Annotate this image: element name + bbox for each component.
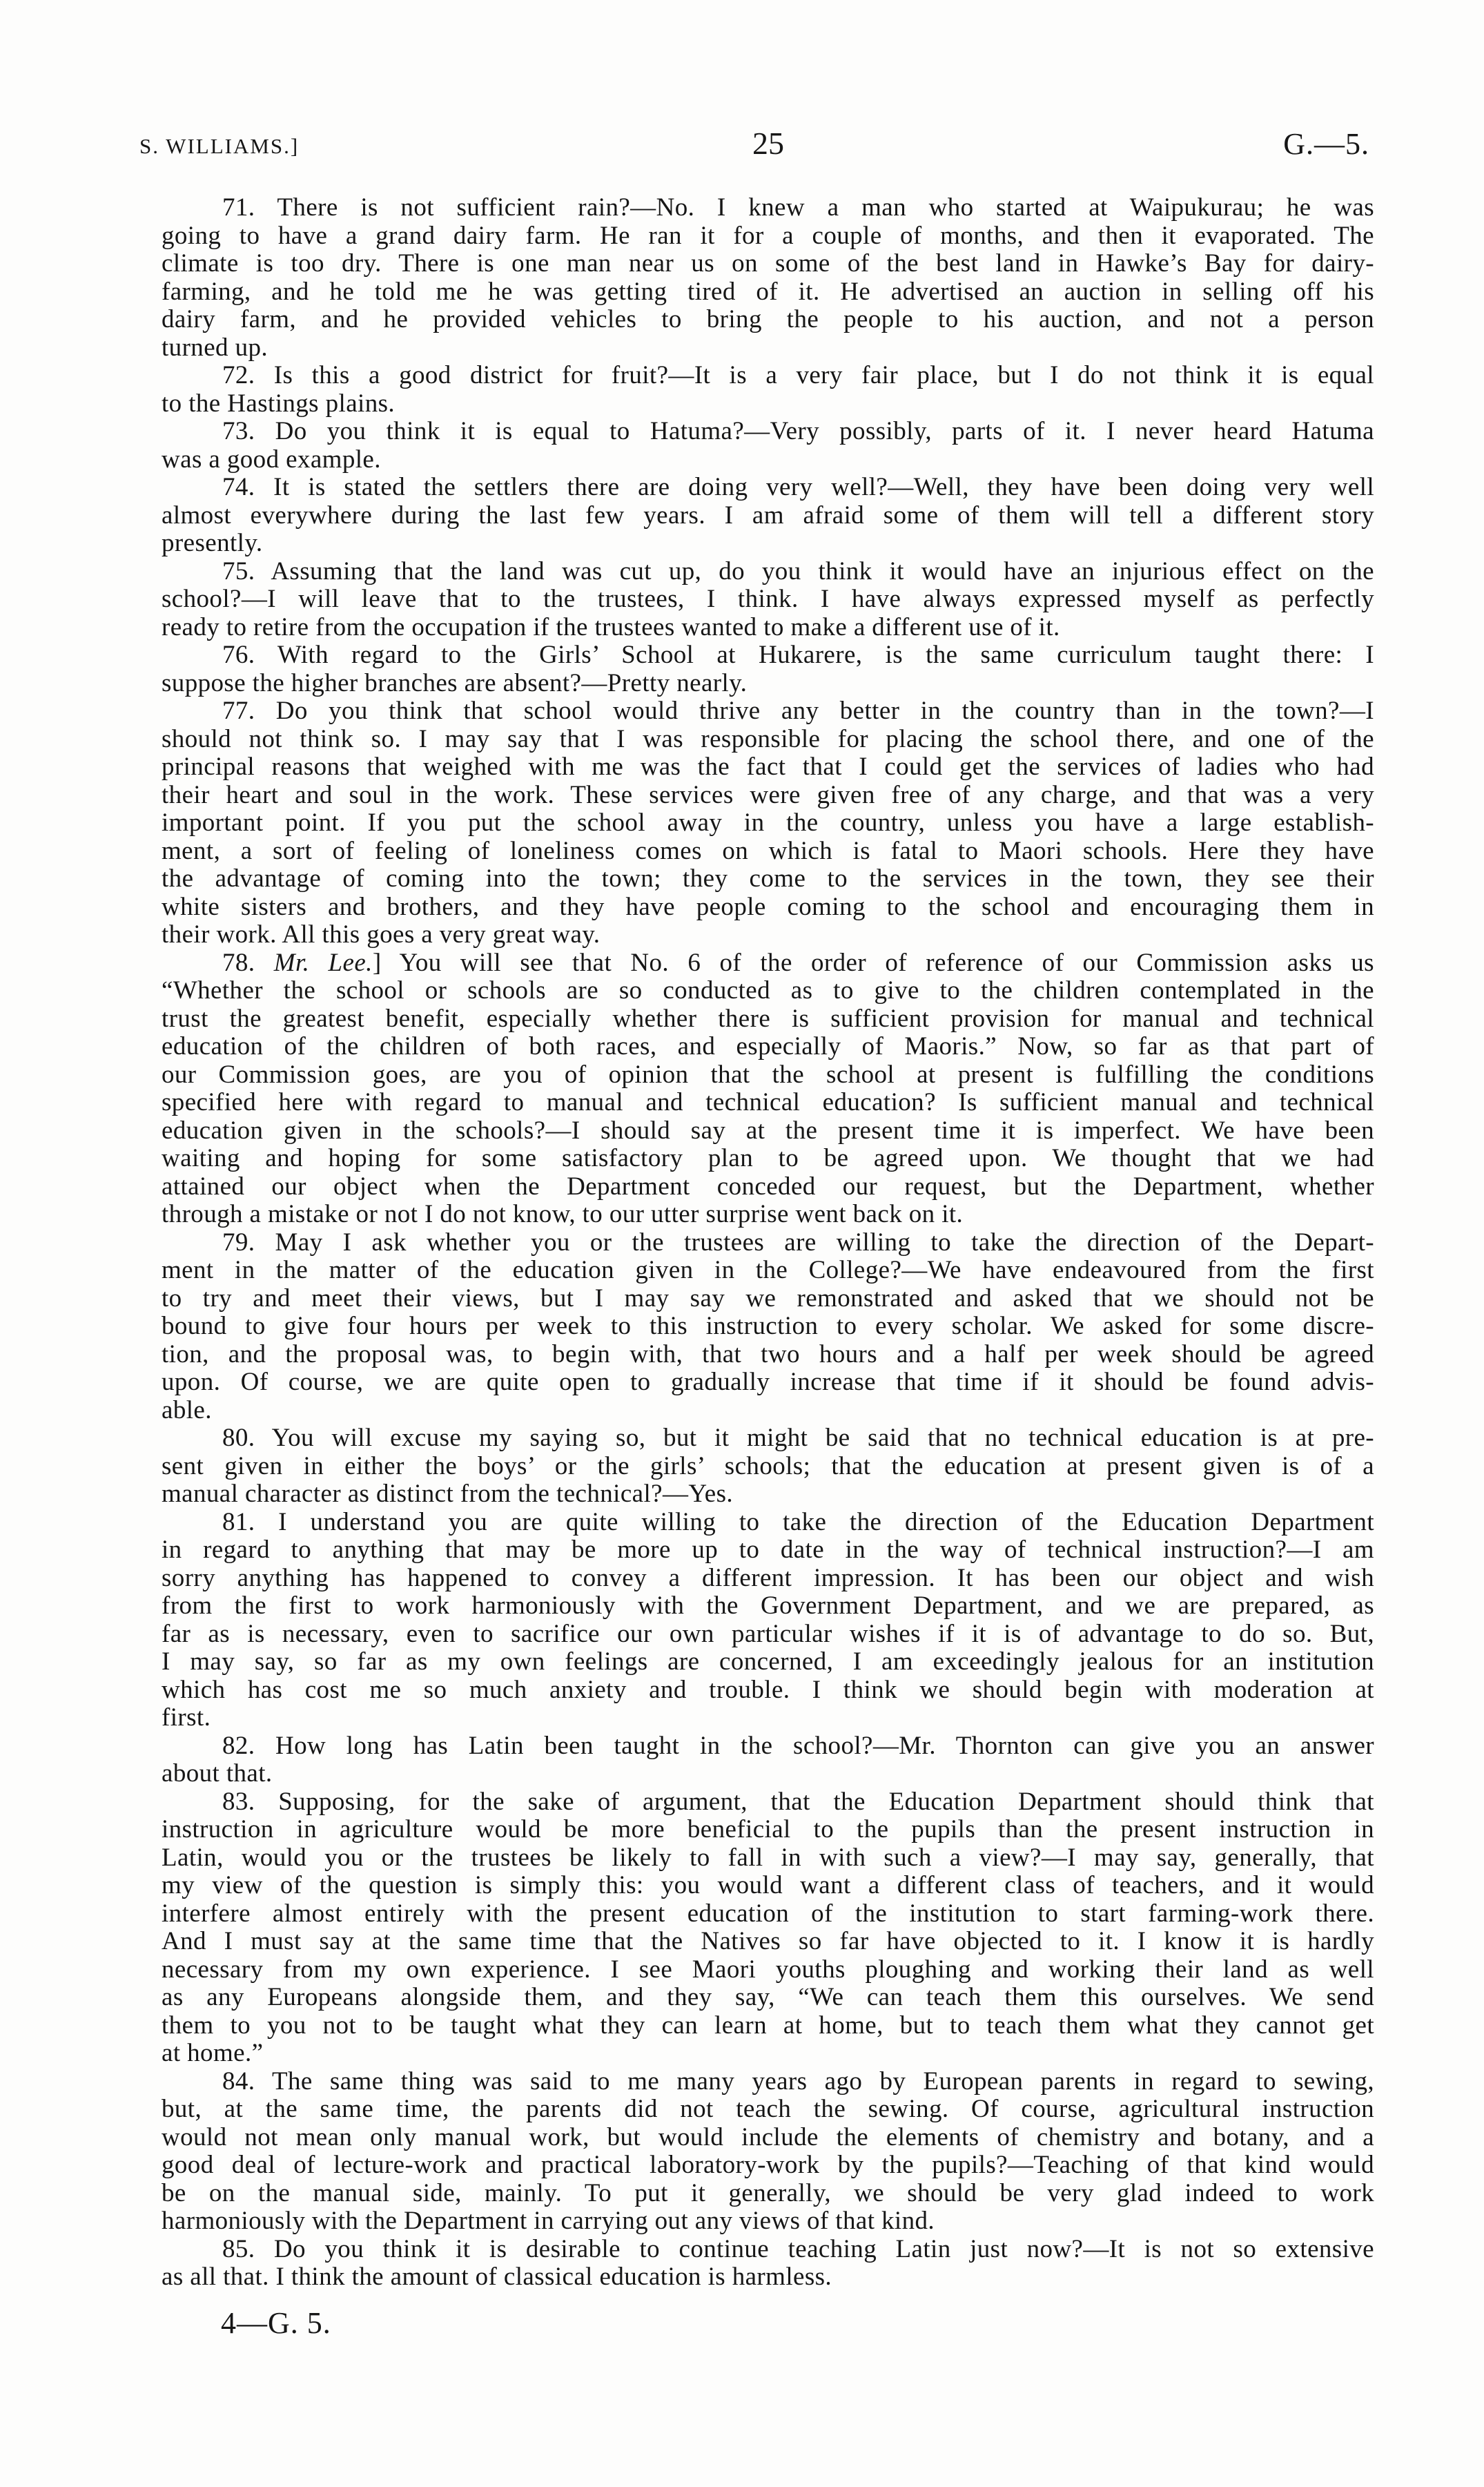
text-line: education given in the schools?—I should say at the present time it is imperfect. We have been bbox=[162, 1116, 1374, 1145]
question-76 bbox=[162, 641, 1374, 697]
line-text: There is not sufficient rain?—No. I knew a man who started at Waipukurau; he was bbox=[277, 193, 1374, 222]
text-line: from the first to work harmoniously with the Government Department, and we are prepared, as bbox=[162, 1591, 1374, 1620]
text-line bbox=[162, 641, 1374, 670]
text-line: ment, a sort of feeling of loneliness comes on which is fatal to Maori schools. Here they have bbox=[162, 836, 1374, 865]
text-line: in regard to anything that may be more up to date in the way of technical instruction?—I am bbox=[162, 1536, 1374, 1564]
line-text: Do you think it is desirable to continue teaching Latin just now?—It is not so extensive bbox=[273, 2234, 1374, 2263]
text-line bbox=[162, 1229, 1374, 1257]
text-line: white sisters and brothers, and they have people coming to the school and encouraging them in bbox=[162, 892, 1374, 921]
text-line: necessary from my own experience. I see Maori youths ploughing and working their land as well bbox=[162, 1955, 1374, 1984]
text-line: “Whether the school or schools are so conducted as to give to the children contemplated in the bbox=[162, 976, 1374, 1005]
speaker-name: Mr. Lee. bbox=[273, 948, 373, 977]
line-text: The same thing was said to me many years ago by European parents in regard to sewing, bbox=[272, 2067, 1375, 2096]
running-head bbox=[139, 123, 1369, 164]
line-text: May I ask whether you or the trustees are willing to take the direction of the Depart- bbox=[275, 1228, 1374, 1257]
text-line: school?—I will leave that to the trustees, I think. I have always expressed myself as perfectly bbox=[162, 585, 1374, 613]
question-77 bbox=[162, 697, 1374, 949]
text-line bbox=[162, 1509, 1374, 1537]
question-84 bbox=[162, 2068, 1374, 2236]
text-line: almost everywhere during the last few years. I am afraid some of them will tell a different story bbox=[162, 501, 1374, 530]
line-text: It is stated the settlers there are doing very well?—Well, they have been doing very well bbox=[273, 473, 1374, 501]
question-82 bbox=[162, 1732, 1374, 1788]
question-74 bbox=[162, 474, 1374, 558]
question-number: 84. bbox=[222, 2067, 255, 2096]
question-72 bbox=[162, 362, 1374, 418]
question-85 bbox=[162, 2236, 1374, 2292]
text-line: manual character as distinct from the technical?—Yes. bbox=[162, 1480, 734, 1508]
text-line: first. bbox=[162, 1703, 211, 1732]
text-line: principal reasons that weighed with me was the fact that I could get the services of ladies who had bbox=[162, 753, 1374, 781]
line-text: You will excuse my saying so, but it might be said that no technical education is at pre- bbox=[271, 1424, 1374, 1452]
page-number: 25 bbox=[752, 126, 784, 161]
text-line: bound to give four hours per week to this instruction to every scholar. We asked for some discre- bbox=[162, 1312, 1374, 1340]
text-line: tion, and the proposal was, to begin with, that two hours and a half per week should be agreed bbox=[162, 1339, 1374, 1368]
text-line: presently. bbox=[162, 529, 263, 557]
text-line: far as is necessary, even to sacrifice our own particular wishes if it is of advantage to do so. But, bbox=[162, 1619, 1374, 1648]
text-line: attained our object when the Department conceded our request, but the Department, whether bbox=[162, 1172, 1374, 1201]
question-number: 82. bbox=[222, 1731, 255, 1760]
text-line bbox=[162, 418, 1374, 446]
text-line: Latin, would you or the trustees be likely to fall in with such a view?—I may say, generally, that bbox=[162, 1843, 1374, 1872]
text-line bbox=[162, 697, 1374, 726]
question-number: 77. bbox=[222, 697, 255, 725]
running-head-witness: S. WILLIAMS.] bbox=[139, 134, 300, 158]
text-line: going to have a grand dairy farm. He ran it for a couple of months, and then it evaporated. The bbox=[162, 221, 1374, 250]
line-text: Do you think it is equal to Hatuma?—Very possibly, parts of it. I never heard Hatuma bbox=[275, 417, 1375, 445]
text-line: be on the manual side, mainly. To put it generally, we should be very glad indeed to work bbox=[162, 2178, 1374, 2207]
question-number: 76. bbox=[222, 641, 255, 669]
text-line bbox=[162, 949, 1374, 978]
text-line: interfere almost entirely with the present education of the institution to start farming-work there. bbox=[162, 1899, 1374, 1928]
text-line: about that. bbox=[162, 1759, 273, 1788]
question-number: 83. bbox=[222, 1787, 255, 1816]
text-line bbox=[162, 1788, 1374, 1817]
text-line: was a good example. bbox=[162, 445, 381, 474]
signature-mark: 4—G. 5. bbox=[221, 2306, 331, 2340]
text-line bbox=[162, 2068, 1374, 2096]
question-80 bbox=[162, 1424, 1374, 1509]
text-line: but, at the same time, the parents did not teach the sewing. Of course, agricultural instruction bbox=[162, 2095, 1374, 2123]
question-number: 80. bbox=[222, 1424, 255, 1452]
text-line: which has cost me so much anxiety and trouble. I think we should begin with moderation at bbox=[162, 1675, 1374, 1704]
text-line: instruction in agriculture would be more beneficial to the pupils than the present instruction in bbox=[162, 1815, 1374, 1844]
paper-reference: G.—5. bbox=[1283, 127, 1369, 161]
text-line: through a mistake or not I do not know, to our utter surprise went back on it. bbox=[162, 1200, 964, 1228]
text-line: as any Europeans alongside them, and they say, “We can teach them this ourselves. We send bbox=[162, 1983, 1374, 2011]
text-line: turned up. bbox=[162, 333, 269, 362]
question-71 bbox=[162, 194, 1374, 362]
question-81 bbox=[162, 1509, 1374, 1732]
question-83 bbox=[162, 1788, 1374, 2068]
text-line: should not think so. I may say that I was responsible for placing the school there, and one of the bbox=[162, 724, 1374, 753]
text-line: dairy farm, and he provided vehicles to bring the people to his auction, and not a person bbox=[162, 305, 1374, 333]
text-line: upon. Of course, we are quite open to gradually increase that time if it should be found advis- bbox=[162, 1368, 1374, 1396]
text-line: specified here with regard to manual and technical education? Is sufficient manual and technical bbox=[162, 1088, 1374, 1116]
text-line: And I must say at the same time that the Natives so far have objected to it. I know it is hardly bbox=[162, 1927, 1374, 1955]
text-line: the advantage of coming into the town; they come to the services in the town, they see their bbox=[162, 864, 1374, 893]
text-line bbox=[162, 1424, 1374, 1453]
text-line bbox=[162, 2236, 1374, 2264]
text-line: waiting and hoping for some satisfactory plan to be agreed upon. We thought that we had bbox=[162, 1144, 1374, 1172]
text-line: good deal of lecture-work and practical laboratory-work by the pupils?—Teaching of that kind would bbox=[162, 2151, 1374, 2179]
question-number: 74. bbox=[222, 473, 255, 501]
question-number: 85. bbox=[222, 2234, 255, 2263]
text-line: ment in the matter of the education given in the College?—We have endeavoured from the first bbox=[162, 1256, 1374, 1284]
question-number: 78. bbox=[222, 948, 255, 977]
text-line: sent given in either the boys’ or the girls’ schools; that the education at present given is of a bbox=[162, 1451, 1374, 1480]
question-number: 81. bbox=[222, 1507, 255, 1536]
question-73 bbox=[162, 418, 1374, 474]
evidence-text bbox=[162, 194, 1374, 2292]
question-79 bbox=[162, 1229, 1374, 1425]
line-text: Is this a good district for fruit?—It is a very fair place, but I do not think it is equal bbox=[273, 361, 1374, 389]
text-line bbox=[162, 1732, 1374, 1761]
question-number: 71. bbox=[222, 193, 255, 222]
line-text: How long has Latin been taught in the school?—Mr. Thornton can give you an answer bbox=[275, 1731, 1374, 1760]
question-75 bbox=[162, 558, 1374, 642]
text-line: farming, and he told me he was getting tired of it. He advertised an auction in selling off his bbox=[162, 277, 1374, 306]
text-line: their heart and soul in the work. These services were given free of any charge, and that was a very bbox=[162, 780, 1374, 809]
line-text: ] You will see that No. 6 of the order of reference of our Commission asks us bbox=[372, 948, 1374, 977]
text-line: my view of the question is simply this: you would want a different class of teachers, and it would bbox=[162, 1871, 1374, 1899]
text-line: suppose the higher branches are absent?—Pretty nearly. bbox=[162, 668, 748, 697]
text-line: them to you not to be taught what they can learn at home, but to teach them what they cannot get bbox=[162, 2011, 1374, 2040]
text-line: able. bbox=[162, 1395, 212, 1424]
question-78 bbox=[162, 949, 1374, 1229]
text-line bbox=[162, 362, 1374, 390]
text-line: would not mean only manual work, but would include the elements of chemistry and botany, and a bbox=[162, 2122, 1374, 2151]
question-number: 72. bbox=[222, 361, 255, 389]
text-line bbox=[162, 558, 1374, 586]
text-line: to the Hastings plains. bbox=[162, 389, 396, 418]
text-line: ready to retire from the occupation if the trustees wanted to make a different use of it. bbox=[162, 612, 1060, 641]
text-line: I may say, so far as my own feelings are concerned, I am exceedingly jealous for an institution bbox=[162, 1647, 1374, 1676]
text-line: trust the greatest benefit, especially whether there is sufficient provision for manual and technical bbox=[162, 1004, 1374, 1033]
line-text: With regard to the Girls’ School at Hukarere, is the same curriculum taught there: I bbox=[277, 641, 1374, 669]
text-line bbox=[162, 474, 1374, 502]
text-line: as all that. I think the amount of classical education is harmless. bbox=[162, 2263, 832, 2291]
text-line: sorry anything has happened to convey a different impression. It has been our object and wish bbox=[162, 1563, 1374, 1592]
text-line: at home.” bbox=[162, 2039, 264, 2067]
question-number: 75. bbox=[222, 557, 255, 586]
line-text: Do you think that school would thrive any better in the country than in the town?—I bbox=[275, 697, 1374, 725]
question-number: 79. bbox=[222, 1228, 255, 1257]
text-line: to try and meet their views, but I may say we remonstrated and asked that we should not be bbox=[162, 1284, 1374, 1313]
line-text: Assuming that the land was cut up, do you think it would have an injurious effect on the bbox=[271, 557, 1375, 586]
text-line: education of the children of both races, and especially of Maoris.” Now, so far as that part of bbox=[162, 1032, 1374, 1061]
line-text: Supposing, for the sake of argument, that the Education Department should think that bbox=[278, 1787, 1374, 1816]
text-line: their work. All this goes a very great way. bbox=[162, 920, 601, 949]
text-line: climate is too dry. There is one man near us on some of the best land in Hawke’s Bay for dairy- bbox=[162, 249, 1374, 278]
question-number: 73. bbox=[222, 417, 255, 445]
line-text: I understand you are quite willing to take the direction of the Education Department bbox=[278, 1507, 1375, 1536]
text-line: our Commission goes, are you of opinion that the school at present is fulfilling the conditions bbox=[162, 1060, 1374, 1089]
text-line: important point. If you put the school away in the country, unless you have a large establish- bbox=[162, 809, 1374, 837]
text-line: harmoniously with the Department in carrying out any views of that kind. bbox=[162, 2207, 935, 2235]
text-line bbox=[162, 194, 1374, 222]
